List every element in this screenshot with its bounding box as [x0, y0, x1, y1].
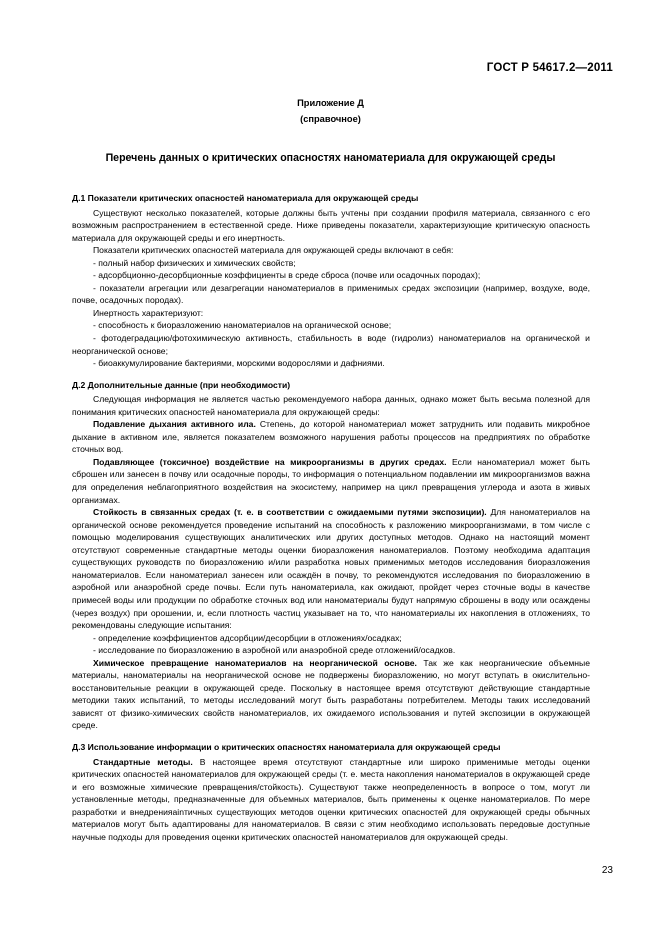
subtopic-lead: Стандартные методы. — [93, 756, 193, 767]
list-item: - адсорбционно-десорбционные коэффициенты в среде сброса (почве или осадочных породах); — [93, 270, 481, 281]
subtopic — [72, 657, 590, 732]
page-title: Перечень данных о критических опасностях наноматериала для окружающей среды — [105, 152, 556, 164]
list-item: - способность к биоразложению наноматериалов на органической основе; — [93, 320, 392, 331]
list-item: - показатели агрегации или дезагрегации наноматериалов в применимых средах экспозиции (например, воздухе, воде, почве, осадочных породах). — [72, 282, 590, 306]
subtopic-lead: Стойкость в связанных средах (т. е. в соответствии с ожидаемыми путями экспозиции). — [93, 507, 487, 518]
subtopic — [72, 506, 590, 631]
subtopic-text: Если наноматериал может быть сброшен или занесен в почву или осадочные породы, то информация о потенциальном подавлении им микроорганизмов важна для определения неблагоприятного воздействия на экосистему, например на цикл превращения углерода и азота в живых организмах. — [72, 456, 590, 505]
page-number: 23 — [601, 865, 613, 876]
subtopic-text: Так же как неорганические объемные материалы, наноматериалы на неорганической основе не подвержены биоразложению, но могут вступать в окислительно-восстановительные реакции в окружающей среде. Поскольку в настоящее время отсутствуют действующие стандартные методики таких испытаний, то методы исследований могут быть разработаны потребителем. Методы таких исследований зависят от физико-химических свойств наноматериалов, их ожидаемого использования и путей экспозиции в окружающей среде. — [72, 657, 590, 731]
list-item: - исследование по биоразложению в аэробной или анаэробной среде отложений/осадков. — [93, 645, 456, 656]
paragraph: Следующая информация не является частью рекомендуемого набора данных, однако может быть весьма полезной для понимания критических опасностей наноматериала для окружающей среды: — [72, 394, 590, 417]
subtopic — [72, 418, 590, 456]
subtopic-lead: Химическое превращение наноматериалов на неорганической основе. — [93, 657, 417, 668]
subtopic-text: В настоящее время отсутствуют стандартные или широко применимые методы оценки критических опасностей наноматериалов для окружающей среды (т. е. места накопления наноматериалов в окружающей среде и его возможные химические превращения/стойкость). Существуют также неопределенность в вопросе о том, могут ли установленные методы, предназначенные для объемных материалов, быть применены к оценке наноматериалов. По мере разработки и внедренияainтичных существующих методов оценки критических опасностей для окружающей среды обычных материалов могут быть адаптированы для наноматериалов. В связи с этим необходимо использовать передовые доступные научные подходы для проведения оценки критических опасностей наноматериалов для окружающей среды. — [72, 756, 590, 842]
section-heading-d2: Д.2 Дополнительные данные (при необходимости) — [72, 379, 291, 390]
list-item: - полный набор физических и химических свойств; — [93, 257, 296, 268]
subtopic-text: Степень, до которой наноматериал может затруднить или подавить микробное дыхание в активном иле, является показателем возможного нарушения работы процессов на предприятиях по обработке сточных вод. — [72, 419, 590, 455]
subtopic — [72, 456, 590, 506]
list-item: - фотодеградацию/фотохимическую активность, стабильность в воде (гидролиз) наноматериалов на органической и неорганической основе; — [72, 333, 590, 356]
document-body — [72, 192, 590, 843]
standard-number: ГОСТ Р 54617.2—2011 — [486, 62, 613, 74]
paragraph: Показатели критических опасностей материала для окружающей среды включают в себя: — [93, 245, 454, 256]
subtopic-lead: Подавление дыхания активного ила. — [93, 419, 256, 430]
paragraph: Существуют несколько показателей, которые должны быть учтены при создании профиля материала, связанного с его возможным распространением в естественной среде. Ниже приведены показатели, характеризующие критическую опасность материала для окружающей среды и его инертность. — [72, 207, 590, 243]
list-item: - биоаккумулирование бактериями, морскими водорослями и дафниями. — [93, 358, 385, 369]
paragraph: Инертность характеризуют: — [93, 307, 204, 318]
appendix-label — [0, 95, 661, 127]
appendix-line-1: Приложение Д — [297, 98, 364, 108]
subtopic-text: Для наноматериалов на органической основе рекомендуется проведение испытаний на способность к разложению микроорганизмами, в том числе с помощью моделирования существующих аналитических или других доступных методов. Однако на настоящий момент отсутствуют современные стандартные методы оценки биоразложения наноматериалов. Поэтому необходима адаптация существующих руководств по биоразложению и/или разработка новых применимых методов исследования биоразложения наноматериалов. Если наноматериал занесен или осаждён в почву, то рекомендуются исследования по биоразложению в аэробной или анаэробной среде почвы. Если путь наноматериала, как ожидают, пройдет через сточные воды в качестве примесей воды или продукции по обработке сточных вод или наноматериалы будут напрямую сброшены в воду или осаждены (через воздух) при орошении, и, если плотность частиц указывает на то, что наноматериалы их накопления в отложениях, то рекомендованы следующие испытания: — [72, 507, 590, 631]
section-heading-d1: Д.1 Показатели критических опасностей наноматериала для окружающей среды — [72, 193, 419, 203]
appendix-line-2: (справочное) — [300, 114, 361, 124]
subtopic-lead: Подавляющее (токсичное) воздействие на микроорганизмы в других средах. — [93, 456, 447, 467]
section-heading-d3: Д.3 Использование информации о критических опасностях наноматериала для окружающей среды — [72, 741, 501, 752]
subtopic — [72, 756, 590, 844]
list-item: - определение коэффициентов адсорбции/десорбции в отложениях/осадках; — [93, 632, 402, 643]
